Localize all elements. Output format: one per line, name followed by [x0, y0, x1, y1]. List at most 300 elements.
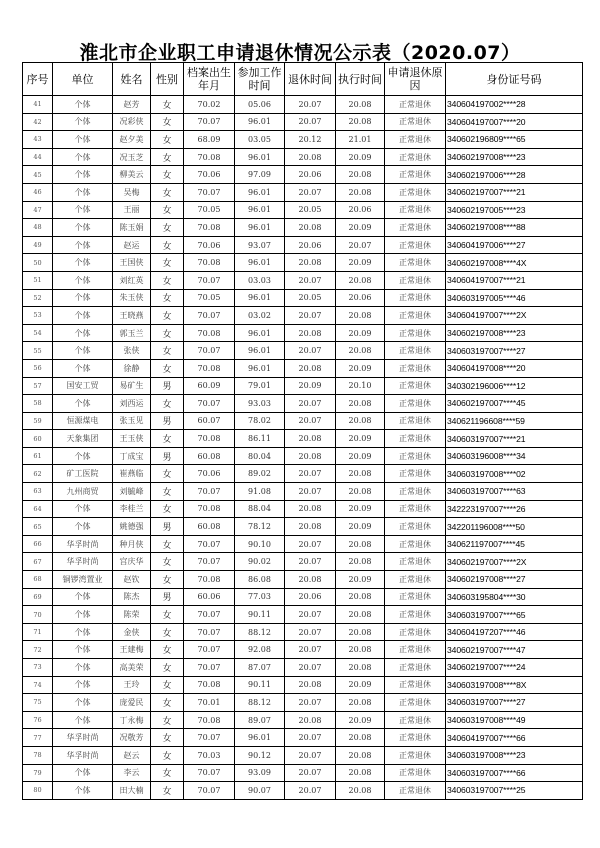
cell-work-start: 77.03: [235, 588, 285, 606]
cell-seq: 56: [23, 359, 53, 377]
cell-sex: 女: [151, 148, 184, 166]
cell-id-number: 340602197007****21: [446, 183, 583, 201]
cell-retire: 20.08: [285, 430, 336, 448]
cell-name: 赵钦: [113, 571, 151, 589]
cell-work-start: 79.01: [235, 377, 285, 395]
table-row: [23, 518, 583, 536]
cell-id-number: 340602197008****27: [446, 571, 583, 589]
cell-effective: 20.10: [336, 377, 385, 395]
cell-unit: 个体: [53, 183, 113, 201]
cell-work-start: 96.01: [235, 359, 285, 377]
cell-birth: 70.08: [184, 324, 235, 342]
table-row: [23, 236, 583, 254]
cell-name: 陈荣: [113, 606, 151, 624]
cell-reason: 正常退休: [385, 447, 446, 465]
cell-id-number: 340603197007****63: [446, 483, 583, 501]
cell-effective: 20.07: [336, 236, 385, 254]
table-row: [23, 694, 583, 712]
cell-id-number: 340603196008****34: [446, 447, 583, 465]
table-row: [23, 113, 583, 131]
cell-birth: 70.08: [184, 500, 235, 518]
cell-reason: 正常退休: [385, 623, 446, 641]
cell-reason: 正常退休: [385, 659, 446, 677]
cell-seq: 47: [23, 201, 53, 219]
cell-work-start: 89.07: [235, 711, 285, 729]
cell-id-number: 340603197007****66: [446, 764, 583, 782]
cell-sex: 女: [151, 96, 184, 114]
cell-seq: 73: [23, 659, 53, 677]
cell-reason: 正常退休: [385, 324, 446, 342]
cell-birth: 70.03: [184, 746, 235, 764]
cell-effective: 20.08: [336, 535, 385, 553]
cell-id-number: 340604197207****46: [446, 623, 583, 641]
cell-sex: 女: [151, 201, 184, 219]
cell-retire: 20.08: [285, 711, 336, 729]
cell-seq: 46: [23, 183, 53, 201]
cell-reason: 正常退休: [385, 641, 446, 659]
cell-retire: 20.08: [285, 254, 336, 272]
cell-work-start: 96.01: [235, 289, 285, 307]
cell-unit: 个体: [53, 447, 113, 465]
column-header-birth: 档案出生年月: [184, 63, 235, 96]
cell-id-number: 340621196608****59: [446, 412, 583, 430]
cell-birth: 60.08: [184, 447, 235, 465]
cell-id-number: 340604197007****20: [446, 113, 583, 131]
cell-work-start: 78.12: [235, 518, 285, 536]
cell-id-number: 340603197008****02: [446, 465, 583, 483]
cell-id-number: 342201196008****50: [446, 518, 583, 536]
cell-work-start: 86.11: [235, 430, 285, 448]
table-row: [23, 166, 583, 184]
cell-birth: 70.07: [184, 641, 235, 659]
cell-effective: 20.08: [336, 782, 385, 800]
cell-work-start: 03.02: [235, 307, 285, 325]
cell-birth: 70.07: [184, 535, 235, 553]
cell-retire: 20.08: [285, 676, 336, 694]
cell-effective: 20.08: [336, 395, 385, 413]
cell-reason: 正常退休: [385, 148, 446, 166]
column-header-seq: 序号: [23, 63, 53, 96]
table-row: [23, 711, 583, 729]
cell-sex: 女: [151, 219, 184, 237]
cell-work-start: 93.03: [235, 395, 285, 413]
cell-name: 王玉侠: [113, 430, 151, 448]
table-row: [23, 377, 583, 395]
cell-name: 崔燕临: [113, 465, 151, 483]
cell-id-number: 340604197006****27: [446, 236, 583, 254]
cell-id-number: 340621197007****45: [446, 535, 583, 553]
cell-seq: 66: [23, 535, 53, 553]
cell-retire: 20.05: [285, 289, 336, 307]
column-header-reason: 申请退休原因: [385, 63, 446, 96]
cell-effective: 20.08: [336, 553, 385, 571]
cell-effective: 20.08: [336, 659, 385, 677]
cell-name: 王建梅: [113, 641, 151, 659]
cell-birth: 70.08: [184, 571, 235, 589]
table-row: [23, 324, 583, 342]
cell-effective: 20.08: [336, 113, 385, 131]
cell-work-start: 90.07: [235, 782, 285, 800]
cell-reason: 正常退休: [385, 694, 446, 712]
cell-birth: 70.07: [184, 606, 235, 624]
cell-work-start: 93.09: [235, 764, 285, 782]
cell-id-number: 340602197008****23: [446, 148, 583, 166]
table-row: [23, 289, 583, 307]
cell-work-start: 96.01: [235, 324, 285, 342]
cell-id-number: 340602197007****24: [446, 659, 583, 677]
cell-seq: 42: [23, 113, 53, 131]
table-row: [23, 271, 583, 289]
cell-reason: 正常退休: [385, 166, 446, 184]
cell-birth: 70.05: [184, 289, 235, 307]
cell-unit: 个体: [53, 395, 113, 413]
table-row: [23, 483, 583, 501]
cell-effective: 20.09: [336, 430, 385, 448]
cell-seq: 60: [23, 430, 53, 448]
cell-seq: 76: [23, 711, 53, 729]
cell-seq: 58: [23, 395, 53, 413]
cell-sex: 女: [151, 535, 184, 553]
cell-seq: 75: [23, 694, 53, 712]
table-row: [23, 412, 583, 430]
cell-retire: 20.07: [285, 483, 336, 501]
cell-reason: 正常退休: [385, 254, 446, 272]
cell-unit: 个体: [53, 500, 113, 518]
cell-retire: 20.05: [285, 201, 336, 219]
cell-birth: 70.07: [184, 782, 235, 800]
cell-effective: 20.08: [336, 606, 385, 624]
cell-unit: 个体: [53, 764, 113, 782]
cell-name: 赵夕美: [113, 131, 151, 149]
cell-name: 李桂兰: [113, 500, 151, 518]
cell-sex: 女: [151, 183, 184, 201]
cell-work-start: 05.06: [235, 96, 285, 114]
cell-name: 郭玉兰: [113, 324, 151, 342]
cell-sex: 女: [151, 711, 184, 729]
cell-seq: 77: [23, 729, 53, 747]
column-header-work-start: 参加工作时间: [235, 63, 285, 96]
cell-retire: 20.07: [285, 183, 336, 201]
table-row: [23, 254, 583, 272]
cell-birth: 70.02: [184, 96, 235, 114]
cell-name: 田大楠: [113, 782, 151, 800]
cell-sex: 男: [151, 588, 184, 606]
cell-work-start: 96.01: [235, 729, 285, 747]
cell-retire: 20.08: [285, 359, 336, 377]
cell-unit: 个体: [53, 271, 113, 289]
cell-work-start: 89.02: [235, 465, 285, 483]
cell-seq: 63: [23, 483, 53, 501]
cell-effective: 20.09: [336, 148, 385, 166]
cell-id-number: 340602197006****28: [446, 166, 583, 184]
cell-id-number: 342223197007****26: [446, 500, 583, 518]
cell-work-start: 96.01: [235, 254, 285, 272]
cell-birth: 70.07: [184, 307, 235, 325]
cell-sex: 女: [151, 113, 184, 131]
cell-seq: 55: [23, 342, 53, 360]
cell-effective: 20.08: [336, 729, 385, 747]
cell-reason: 正常退休: [385, 746, 446, 764]
cell-reason: 正常退休: [385, 113, 446, 131]
cell-reason: 正常退休: [385, 483, 446, 501]
cell-birth: 70.08: [184, 430, 235, 448]
cell-effective: 20.09: [336, 359, 385, 377]
table-row: [23, 553, 583, 571]
cell-effective: 20.09: [336, 324, 385, 342]
cell-reason: 正常退休: [385, 518, 446, 536]
table-row: [23, 623, 583, 641]
cell-sex: 女: [151, 764, 184, 782]
column-header-name: 姓名: [113, 63, 151, 96]
cell-name: 张侠: [113, 342, 151, 360]
cell-retire: 20.07: [285, 412, 336, 430]
cell-effective: 20.08: [336, 271, 385, 289]
cell-name: 庞爱民: [113, 694, 151, 712]
cell-unit: 华孚时尚: [53, 729, 113, 747]
cell-name: 丁永梅: [113, 711, 151, 729]
cell-reason: 正常退休: [385, 764, 446, 782]
cell-name: 种月侠: [113, 535, 151, 553]
cell-sex: 女: [151, 465, 184, 483]
cell-work-start: 96.01: [235, 113, 285, 131]
cell-reason: 正常退休: [385, 271, 446, 289]
cell-work-start: 96.01: [235, 148, 285, 166]
cell-retire: 20.08: [285, 219, 336, 237]
cell-unit: 个体: [53, 359, 113, 377]
cell-reason: 正常退休: [385, 236, 446, 254]
cell-unit: 个体: [53, 342, 113, 360]
cell-work-start: 87.07: [235, 659, 285, 677]
cell-seq: 41: [23, 96, 53, 114]
cell-birth: 70.07: [184, 483, 235, 501]
cell-effective: 20.09: [336, 500, 385, 518]
cell-seq: 80: [23, 782, 53, 800]
cell-seq: 64: [23, 500, 53, 518]
cell-work-start: 97.09: [235, 166, 285, 184]
cell-effective: 20.08: [336, 641, 385, 659]
cell-birth: 70.06: [184, 236, 235, 254]
cell-effective: 20.08: [336, 166, 385, 184]
cell-name: 李云: [113, 764, 151, 782]
cell-unit: 个体: [53, 236, 113, 254]
cell-reason: 正常退休: [385, 412, 446, 430]
cell-sex: 女: [151, 254, 184, 272]
cell-reason: 正常退休: [385, 342, 446, 360]
cell-sex: 女: [151, 131, 184, 149]
cell-retire: 20.08: [285, 500, 336, 518]
cell-reason: 正常退休: [385, 395, 446, 413]
cell-unit: 个体: [53, 201, 113, 219]
cell-name: 丁成宝: [113, 447, 151, 465]
cell-work-start: 90.02: [235, 553, 285, 571]
cell-seq: 48: [23, 219, 53, 237]
cell-seq: 61: [23, 447, 53, 465]
cell-retire: 20.07: [285, 729, 336, 747]
cell-unit: 个体: [53, 711, 113, 729]
cell-seq: 70: [23, 606, 53, 624]
cell-id-number: 340604197007****66: [446, 729, 583, 747]
cell-sex: 女: [151, 782, 184, 800]
cell-unit: 个体: [53, 676, 113, 694]
cell-retire: 20.07: [285, 623, 336, 641]
cell-retire: 20.07: [285, 342, 336, 360]
cell-reason: 正常退休: [385, 711, 446, 729]
cell-reason: 正常退休: [385, 553, 446, 571]
cell-sex: 女: [151, 236, 184, 254]
cell-retire: 20.07: [285, 553, 336, 571]
cell-reason: 正常退休: [385, 307, 446, 325]
cell-seq: 71: [23, 623, 53, 641]
cell-seq: 79: [23, 764, 53, 782]
cell-birth: 70.08: [184, 711, 235, 729]
cell-id-number: 340603197007****27: [446, 342, 583, 360]
cell-sex: 女: [151, 694, 184, 712]
cell-id-number: 340602196809****65: [446, 131, 583, 149]
cell-effective: 20.09: [336, 676, 385, 694]
header-row: [23, 63, 583, 96]
cell-work-start: 96.01: [235, 183, 285, 201]
table-row: [23, 307, 583, 325]
table-row: [23, 430, 583, 448]
cell-seq: 57: [23, 377, 53, 395]
retirement-table: [22, 62, 583, 800]
cell-seq: 67: [23, 553, 53, 571]
table-row: [23, 148, 583, 166]
cell-effective: 20.09: [336, 219, 385, 237]
cell-name: 王玲: [113, 676, 151, 694]
table-row: [23, 342, 583, 360]
cell-reason: 正常退休: [385, 500, 446, 518]
cell-retire: 20.08: [285, 447, 336, 465]
column-header-id-number: 身份证号码: [446, 63, 583, 96]
table-row: [23, 641, 583, 659]
table-row: [23, 447, 583, 465]
cell-seq: 59: [23, 412, 53, 430]
cell-retire: 20.06: [285, 166, 336, 184]
cell-sex: 女: [151, 571, 184, 589]
cell-unit: 华孚时尚: [53, 746, 113, 764]
cell-effective: 20.08: [336, 694, 385, 712]
cell-work-start: 96.01: [235, 219, 285, 237]
cell-sex: 女: [151, 324, 184, 342]
cell-id-number: 340602197007****45: [446, 395, 583, 413]
cell-birth: 70.01: [184, 694, 235, 712]
cell-effective: 20.08: [336, 623, 385, 641]
cell-id-number: 340603197008****49: [446, 711, 583, 729]
cell-unit: 个体: [53, 113, 113, 131]
cell-reason: 正常退休: [385, 606, 446, 624]
cell-work-start: 92.08: [235, 641, 285, 659]
cell-sex: 女: [151, 641, 184, 659]
cell-id-number: 340602197008****23: [446, 324, 583, 342]
cell-retire: 20.07: [285, 694, 336, 712]
cell-birth: 60.06: [184, 588, 235, 606]
cell-reason: 正常退休: [385, 430, 446, 448]
cell-birth: 60.08: [184, 518, 235, 536]
cell-birth: 70.07: [184, 342, 235, 360]
cell-seq: 50: [23, 254, 53, 272]
cell-effective: 20.08: [336, 764, 385, 782]
cell-unit: 个体: [53, 96, 113, 114]
cell-effective: 20.08: [336, 342, 385, 360]
cell-reason: 正常退休: [385, 96, 446, 114]
cell-retire: 20.07: [285, 113, 336, 131]
cell-retire: 20.07: [285, 606, 336, 624]
cell-sex: 女: [151, 271, 184, 289]
cell-birth: 70.08: [184, 219, 235, 237]
cell-unit: 个体: [53, 289, 113, 307]
cell-effective: 20.09: [336, 447, 385, 465]
cell-id-number: 340603197007****65: [446, 606, 583, 624]
cell-unit: 个体: [53, 659, 113, 677]
cell-unit: 个体: [53, 623, 113, 641]
cell-work-start: 78.02: [235, 412, 285, 430]
cell-effective: 20.08: [336, 465, 385, 483]
table-row: [23, 729, 583, 747]
cell-unit: 个体: [53, 782, 113, 800]
cell-retire: 20.07: [285, 764, 336, 782]
column-header-unit: 单位: [53, 63, 113, 96]
cell-unit: 个体: [53, 606, 113, 624]
table-row: [23, 606, 583, 624]
cell-retire: 20.07: [285, 465, 336, 483]
cell-seq: 68: [23, 571, 53, 589]
cell-reason: 正常退休: [385, 535, 446, 553]
cell-work-start: 90.12: [235, 746, 285, 764]
cell-id-number: 340604197002****28: [446, 96, 583, 114]
cell-id-number: 340602197008****4X: [446, 254, 583, 272]
table-row: [23, 500, 583, 518]
cell-work-start: 88.04: [235, 500, 285, 518]
cell-unit: 个体: [53, 254, 113, 272]
cell-birth: 70.07: [184, 183, 235, 201]
cell-sex: 女: [151, 659, 184, 677]
cell-seq: 72: [23, 641, 53, 659]
table-row: [23, 535, 583, 553]
cell-birth: 70.07: [184, 553, 235, 571]
cell-name: 姚德强: [113, 518, 151, 536]
cell-unit: 华孚时尚: [53, 553, 113, 571]
cell-effective: 20.08: [336, 588, 385, 606]
cell-birth: 60.07: [184, 412, 235, 430]
cell-work-start: 90.10: [235, 535, 285, 553]
cell-retire: 20.07: [285, 782, 336, 800]
cell-unit: 个体: [53, 307, 113, 325]
cell-id-number: 340602197007****2X: [446, 553, 583, 571]
cell-name: 吴梅: [113, 183, 151, 201]
cell-reason: 正常退休: [385, 729, 446, 747]
cell-retire: 20.06: [285, 588, 336, 606]
cell-name: 陈玉娟: [113, 219, 151, 237]
page-title: 淮北市企业职工申请退休情况公示表（2020.07）: [79, 42, 521, 64]
cell-effective: 20.06: [336, 289, 385, 307]
cell-retire: 20.09: [285, 377, 336, 395]
cell-retire: 20.08: [285, 571, 336, 589]
cell-work-start: 93.07: [235, 236, 285, 254]
cell-effective: 20.08: [336, 307, 385, 325]
cell-sex: 女: [151, 500, 184, 518]
table-row: [23, 746, 583, 764]
cell-reason: 正常退休: [385, 131, 446, 149]
cell-name: 张玉见: [113, 412, 151, 430]
cell-sex: 女: [151, 166, 184, 184]
cell-name: 赵芳: [113, 96, 151, 114]
cell-reason: 正常退休: [385, 782, 446, 800]
cell-seq: 51: [23, 271, 53, 289]
cell-unit: 个体: [53, 694, 113, 712]
cell-effective: 20.08: [336, 183, 385, 201]
cell-id-number: 340603197007****27: [446, 694, 583, 712]
